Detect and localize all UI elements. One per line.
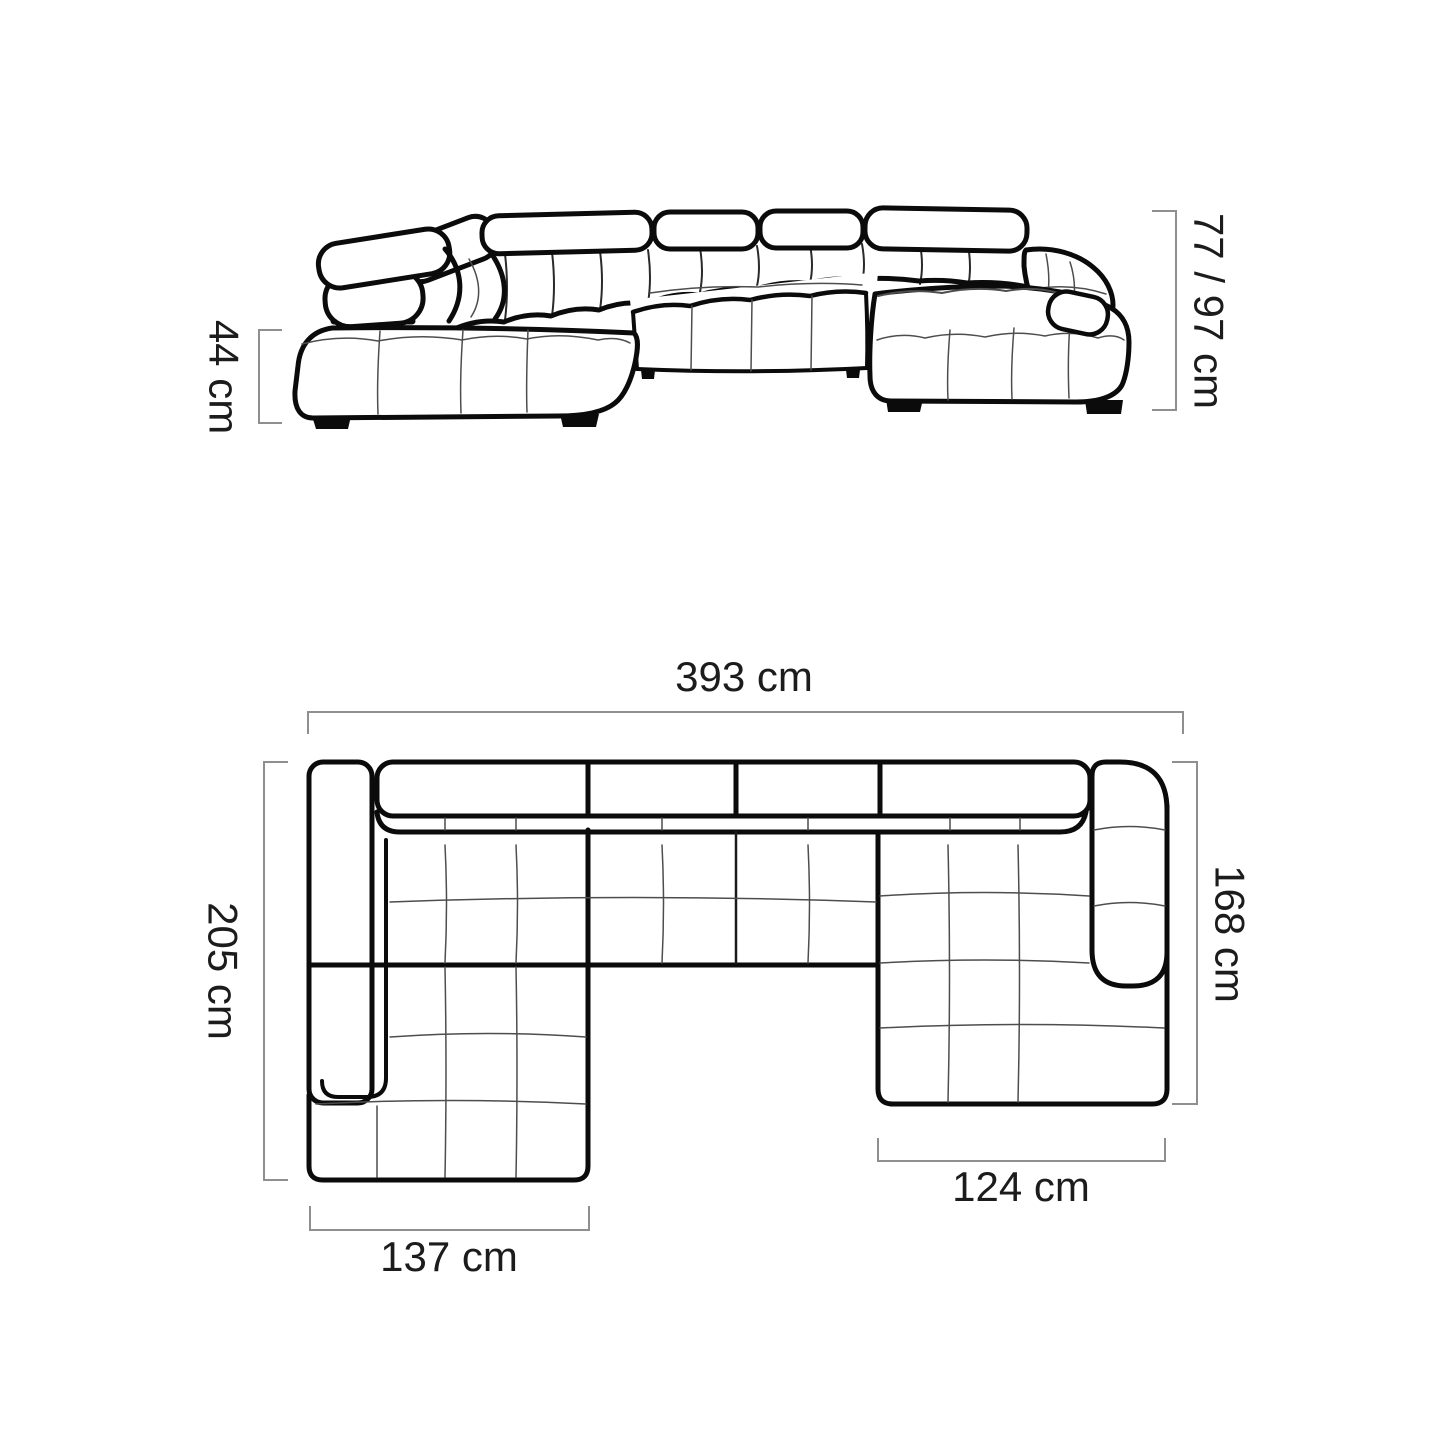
- dim-label-right-chaise-width: 124 cm: [952, 1163, 1090, 1210]
- left-chaise-body: [295, 328, 638, 418]
- plan-tuft-grid: [316, 818, 1165, 1177]
- headrest-1: [482, 212, 653, 254]
- dim-bracket-left-depth: [264, 762, 288, 1180]
- dim-label-seat-height: 44 cm: [200, 319, 248, 435]
- plan-view-drawing: [309, 762, 1167, 1180]
- dim-bracket-total-width: [308, 712, 1183, 734]
- dim-bracket-right-depth: [1172, 762, 1197, 1104]
- plan-right-armrest: [1092, 762, 1167, 986]
- dim-label-left-depth: 205 cm: [199, 902, 247, 1040]
- dim-bracket-seat-height: [259, 330, 282, 423]
- dim-label-right-depth: 168 cm: [1206, 865, 1254, 1003]
- dim-bracket-backrest-height: [1152, 211, 1176, 410]
- dim-bracket-right-chaise-width: [878, 1138, 1165, 1161]
- dim-bracket-left-chaise-width: [310, 1206, 589, 1230]
- dim-label-total-width: 393 cm: [675, 653, 813, 700]
- plan-left-armrest: [309, 762, 372, 1103]
- headrest-2: [654, 212, 758, 249]
- front-view-drawing: [295, 208, 1129, 429]
- dim-label-left-chaise-width: 137 cm: [380, 1233, 518, 1280]
- center-base-right-edge: [866, 293, 867, 368]
- headrest-3: [760, 211, 863, 248]
- dim-label-backrest-height: 77 / 97 cm: [1185, 212, 1233, 410]
- headrest-4: [865, 208, 1028, 252]
